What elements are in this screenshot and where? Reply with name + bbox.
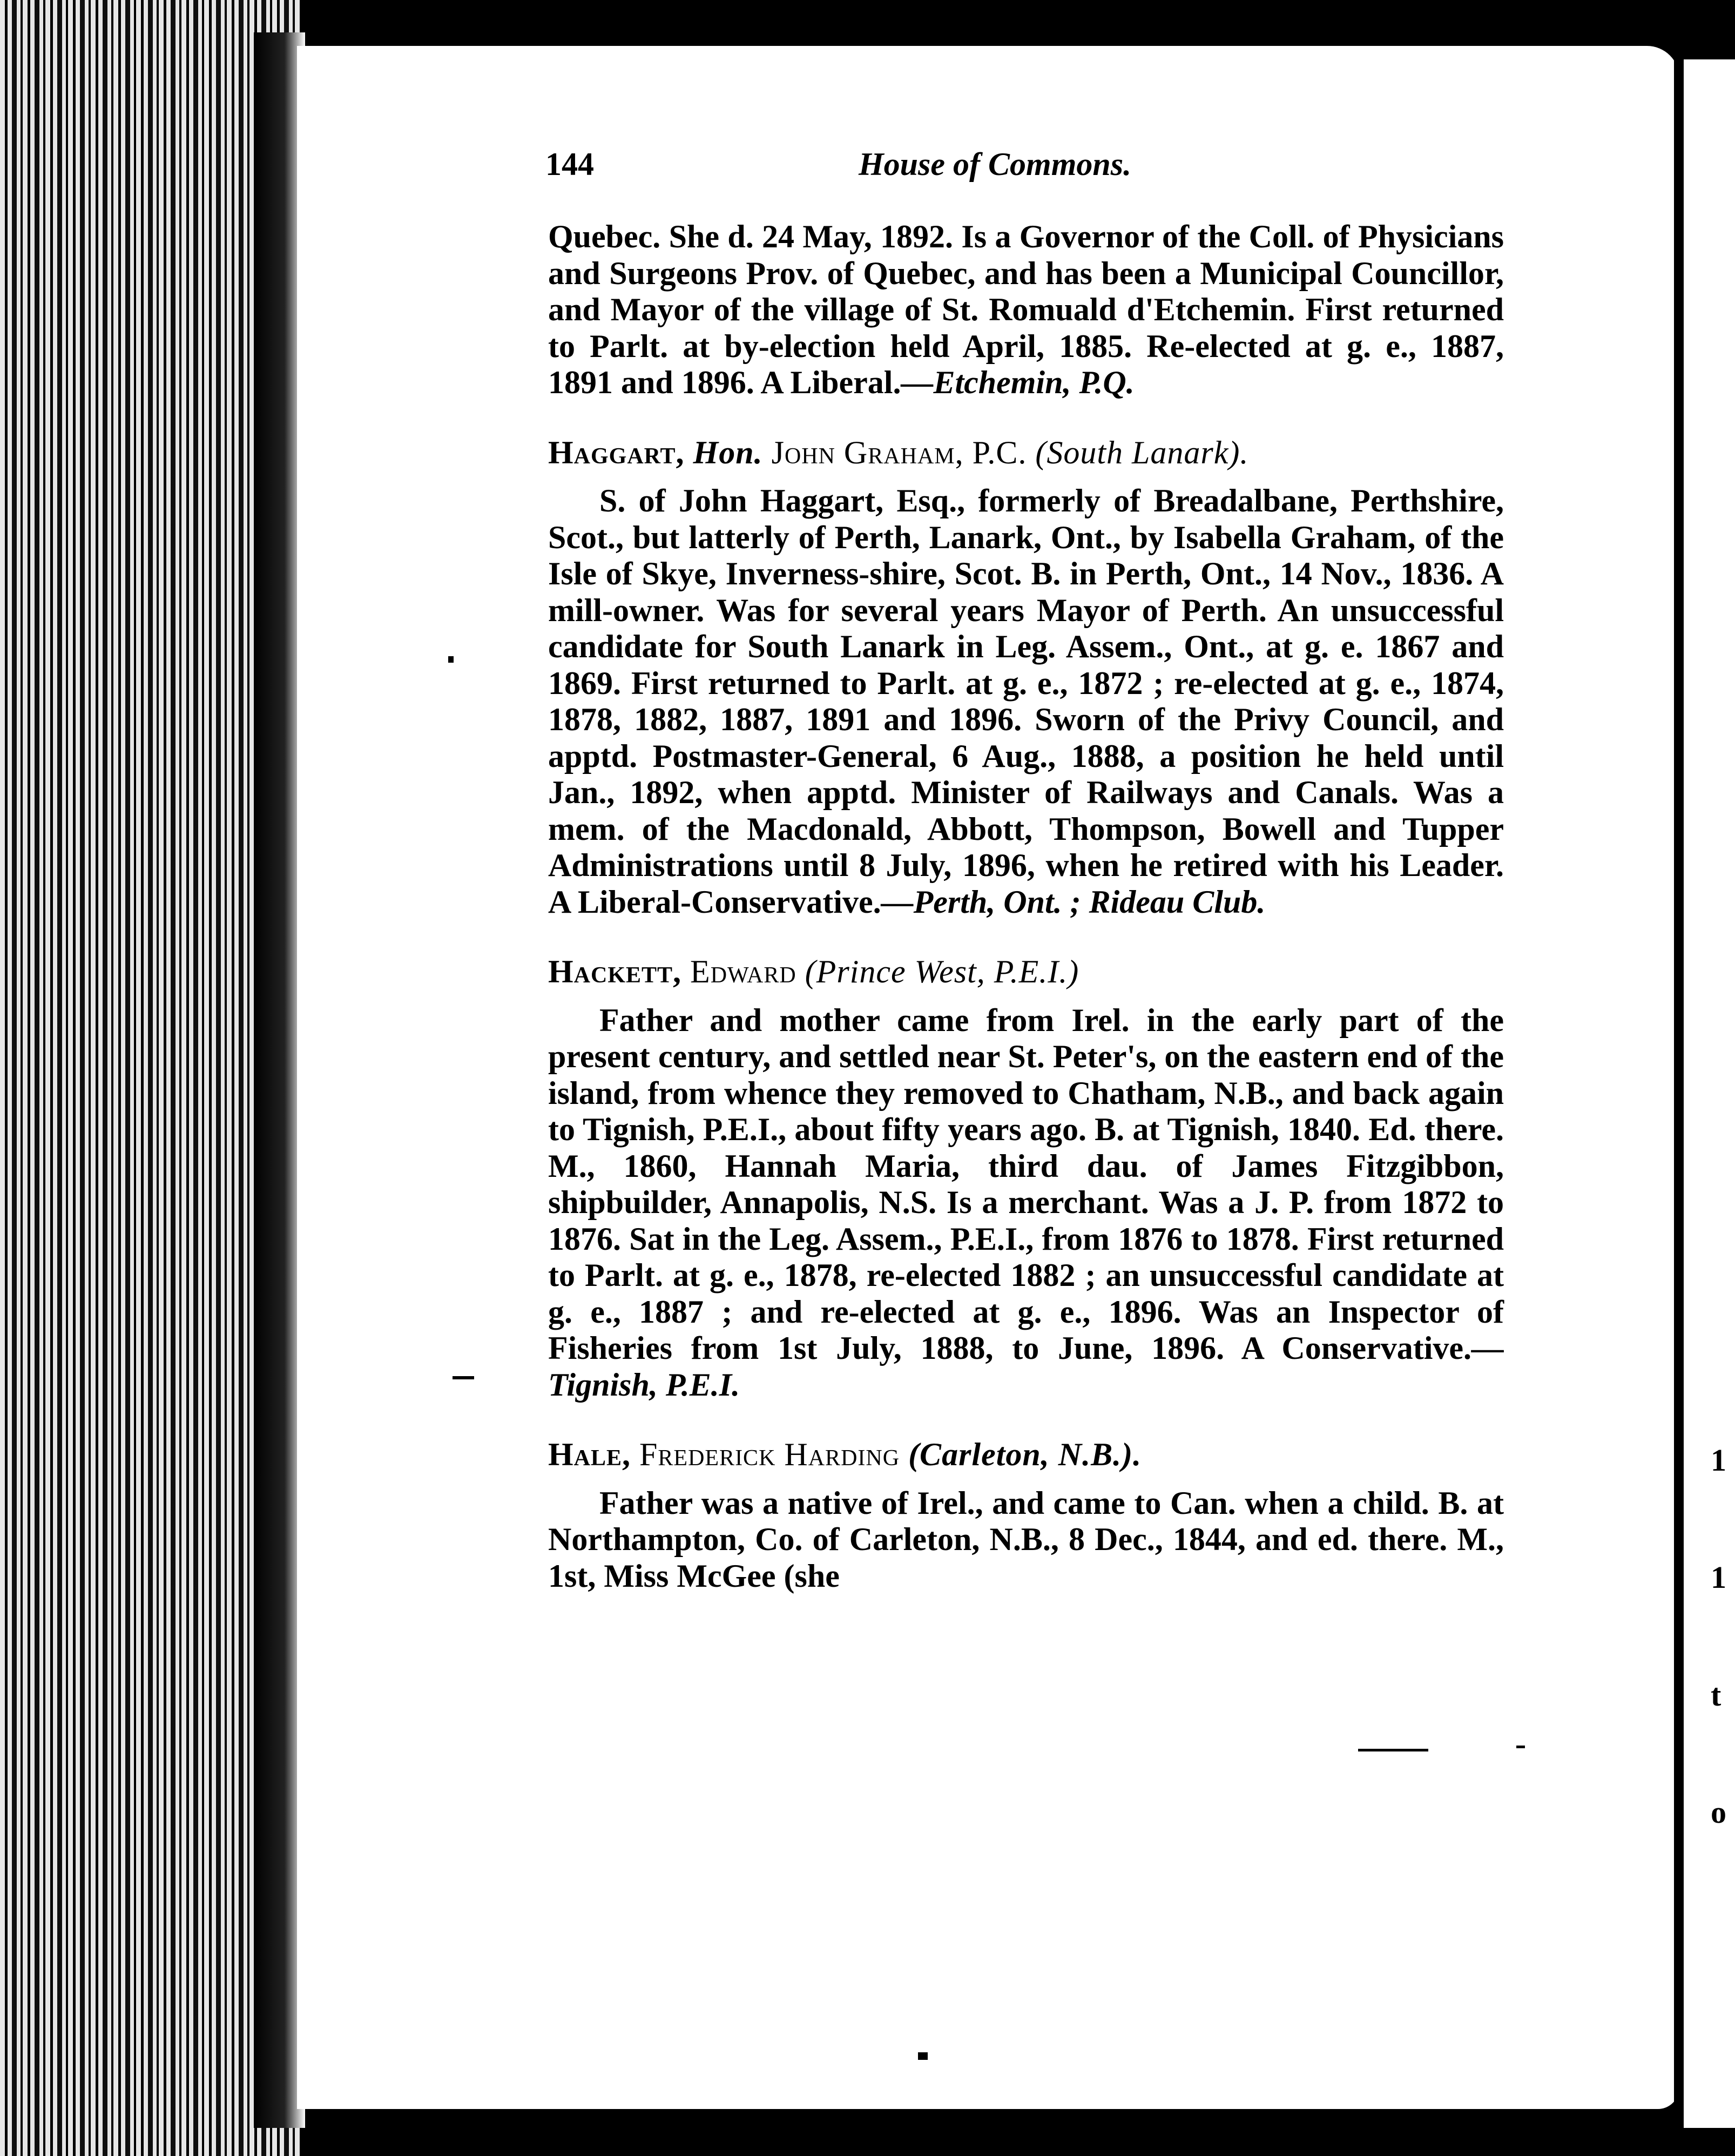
entry-given-names: Frederick Harding (639, 1437, 900, 1472)
scan-speck (918, 2052, 928, 2060)
scan-speck (448, 656, 454, 663)
entry-body: S. of John Haggart, Esq., formerly of Breadalbane, Perthshire, Scot., but latterly of Perth, Lanark, Ont., by Isabella Graham, of the Isle of Skye, Inverness-shire, Scot. B. in Perth, Ont., 14 Nov., 1836. A mill-owner. Was for several years Mayor of Perth. An unsuccessful candidate for South Lanark in Leg. Assem., Ont., at g. e. 1867 and 1869. First returned to Parlt. at g. e., 1872 ; re-elected at g. e., 1874, 1878, 1882, 1887, 1891 and 1896. Sworn of the Privy Council, and apptd. Postmaster-General, 6 Aug., 1888, a position he held until Jan., 1892, when apptd. Minister of Railways and Canals. Was a mem. of the Macdonald, Abbott, Thompson, Bowell and Tupper Administrations until 8 July, 1896, when he retired with his Leader. A Liberal-Conservative. (548, 483, 1504, 920)
entry-body: Quebec. She d. 24 May, 1892. Is a Governor of the Coll. of Physicians and Surgeons Prov. of Quebec, and has been a Municipal Councillor, and Mayor of the village of St. Romuald d'Etchemin. First returned to Parlt. at by-election held April, 1885. Re-elected at g. e., 1887, 1891 and 1896. A Liberal. (548, 219, 1504, 400)
running-head (545, 146, 1507, 200)
entry-surname: Hale, (548, 1437, 631, 1472)
page-text (548, 219, 1504, 1594)
adjacent-glyph: 1 (1711, 1560, 1726, 1595)
entry-address: —Perth, Ont. ; Rideau Club. (881, 884, 1266, 920)
entry-honorific: Hon. (693, 434, 763, 470)
entry-riding: (South Lanark). (1035, 434, 1249, 470)
entry-heading (548, 435, 1504, 471)
entry-surname: Hackett, (548, 954, 682, 989)
entry-riding: (Prince West, P.E.I.) (805, 954, 1079, 989)
entry-surname: Haggart, (548, 434, 685, 470)
entry-paragraph (548, 1002, 1504, 1404)
running-title: House of Commons. (859, 146, 1132, 182)
entry-address: —Etchemin, P.Q. (901, 365, 1135, 400)
adjacent-glyph: o (1711, 1794, 1726, 1830)
entry-given-names: Edward (690, 954, 796, 989)
entry-continuation (548, 219, 1504, 401)
adjacent-page-text (1711, 1366, 1735, 1873)
scan-speck (1516, 1746, 1525, 1748)
scan-dash (453, 1376, 474, 1379)
entry-riding: (Carleton, N.B.). (908, 1437, 1142, 1472)
entry-paragraph (548, 1485, 1504, 1595)
entry-paragraph (548, 483, 1504, 920)
scan-dash (1358, 1749, 1428, 1751)
entry-body: Father was a native of Irel., and came to Can. when a child. B. at Northampton, Co. of Carleton, N.B., 8 Dec., 1844, and ed. there. M., 1st, Miss McGee (she (548, 1485, 1504, 1594)
entry-suffix: P.C. (972, 434, 1027, 470)
adjacent-glyph: 1 (1711, 1443, 1726, 1478)
entry-heading (548, 1437, 1504, 1473)
entry-heading (548, 954, 1504, 991)
adjacent-glyph: t (1711, 1677, 1722, 1713)
entry-given-names: John Graham, (771, 434, 964, 470)
entry-address: —Tignish, P.E.I. (548, 1330, 1504, 1403)
page-number: 144 (545, 146, 594, 182)
entry-body: Father and mother came from Irel. in the early part of the present century, and settled near St. Peter's, on the eastern end of the island, from whence they removed to Chatham, N.B., and back again to Tignish, P.E.I., about fifty years ago. B. at Tignish, 1840. Ed. there. M., 1860, Hannah Maria, third dau. of James Fitzgibbon, shipbuilder, Annapolis, N.S. Is a merchant. Was a J. P. from 1872 to 1876. Sat in the Leg. Assem., P.E.I., from 1876 to 1878. First returned to Parlt. at g. e., 1878, re-elected 1882 ; an unsuccessful candidate at g. e., 1887 ; and re-elected at g. e., 1896. Was an Inspector of Fisheries from 1st July, 1888, to June, 1896. A Conservative. (548, 1002, 1504, 1366)
